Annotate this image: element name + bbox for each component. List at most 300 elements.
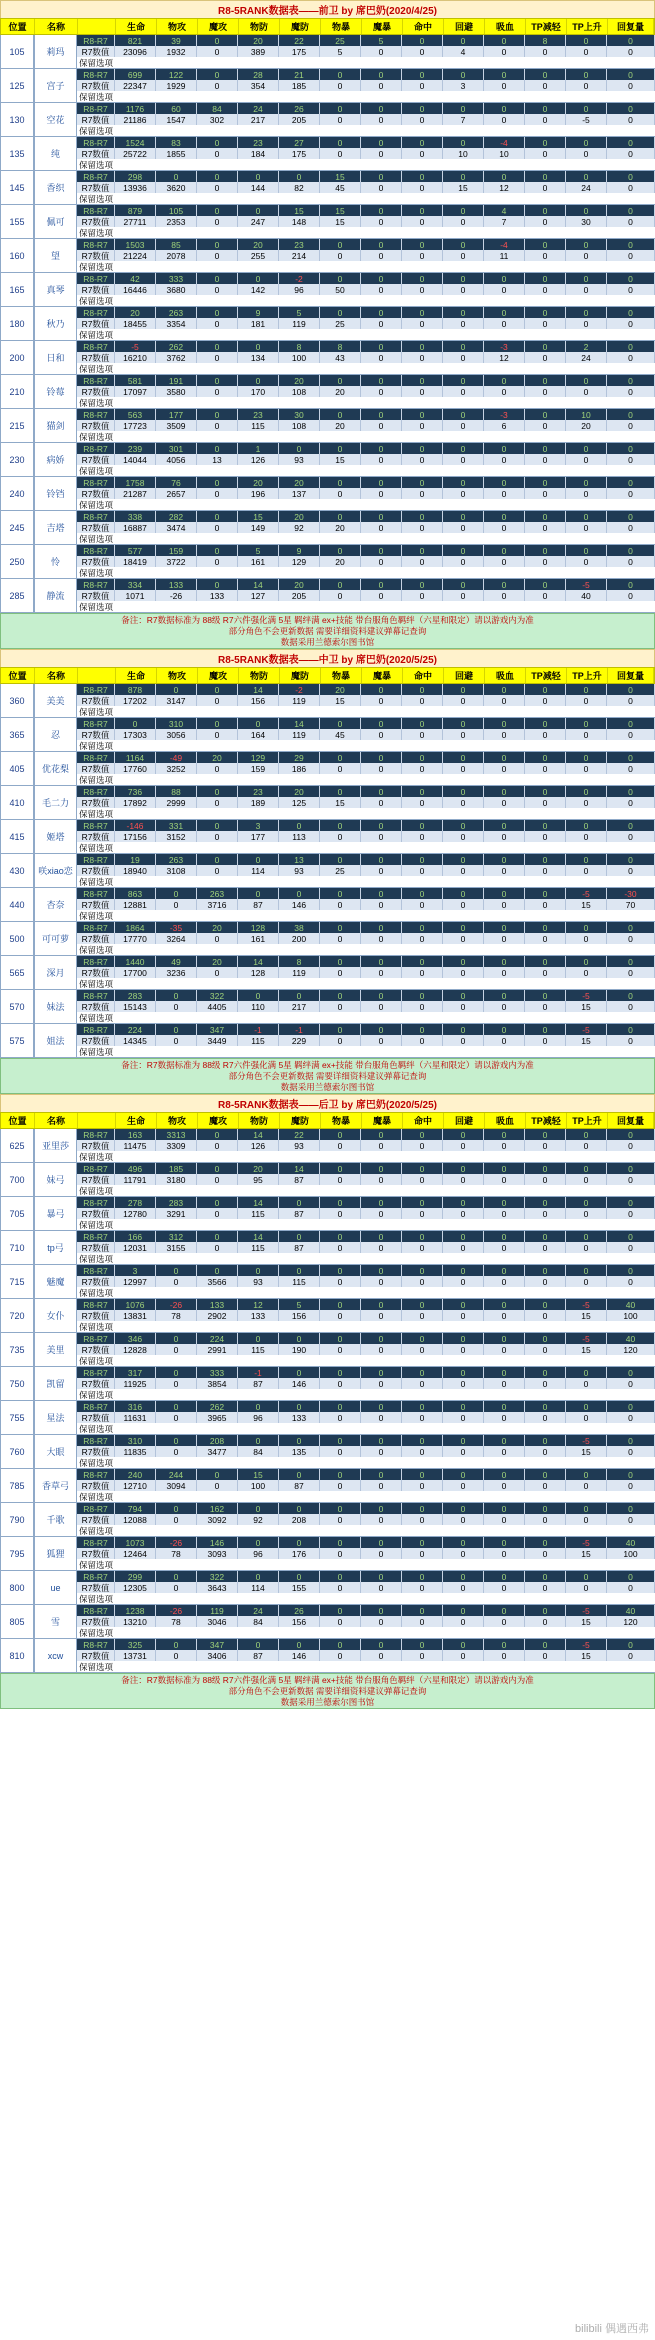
note-box — [0, 1673, 655, 1709]
value-cell: 0 — [361, 1480, 402, 1491]
unit-position: 245 — [0, 511, 34, 544]
value-cell: 15143 — [115, 1001, 156, 1012]
option-row — [77, 876, 655, 887]
value-cell: 3155 — [156, 1242, 197, 1253]
value-cell: 0 — [443, 420, 484, 431]
value-cell: 0 — [361, 114, 402, 125]
row-label: R7数值 — [77, 1001, 115, 1012]
option-row — [77, 978, 655, 989]
diff-cell: 0 — [607, 1571, 655, 1582]
value-cell: 0 — [607, 182, 655, 193]
value-cell: 0 — [197, 522, 238, 533]
diff-cell: 0 — [525, 239, 566, 250]
diff-cell: 84 — [197, 103, 238, 114]
diff-cell: 14 — [238, 956, 279, 967]
value-cell: 137 — [279, 488, 320, 499]
value-cell: 0 — [607, 1174, 655, 1185]
value-cell: 389 — [238, 46, 279, 57]
diff-cell: 0 — [484, 1265, 525, 1276]
value-cell: 25 — [320, 865, 361, 876]
diff-cell: 0 — [197, 579, 238, 590]
value-cell: 0 — [197, 1174, 238, 1185]
value-cell: 0 — [197, 1480, 238, 1491]
value-cell: 0 — [402, 318, 443, 329]
diff-cell: 0 — [197, 239, 238, 250]
diff-row — [77, 1163, 655, 1174]
header-row — [0, 1112, 655, 1129]
value-cell: 27711 — [115, 216, 156, 227]
unit-group — [0, 1367, 655, 1401]
unit-group — [0, 69, 655, 103]
diff-cell: 49 — [156, 956, 197, 967]
row-label: R7数值 — [77, 216, 115, 227]
value-cell: 0 — [525, 318, 566, 329]
row-label: 保留选项 — [79, 978, 114, 989]
option-row — [77, 774, 655, 785]
value-cell: 0 — [607, 933, 655, 944]
value-cell: 0 — [402, 590, 443, 601]
value-cell: 0 — [525, 1446, 566, 1457]
diff-cell: 0 — [320, 137, 361, 148]
value-cell: 0 — [525, 114, 566, 125]
value-cell: -5 — [566, 114, 607, 125]
diff-cell: 0 — [607, 990, 655, 1001]
value-cell: 205 — [279, 590, 320, 601]
value-cell: 3291 — [156, 1208, 197, 1219]
diff-cell: 0 — [443, 956, 484, 967]
value-cell: 13210 — [115, 1616, 156, 1627]
value-cell: 0 — [484, 1412, 525, 1423]
diff-cell: 0 — [443, 1435, 484, 1446]
row-label: 保留选项 — [79, 193, 114, 204]
value-cell: 3056 — [156, 729, 197, 740]
diff-cell: -4 — [484, 239, 525, 250]
diff-cell: 310 — [156, 718, 197, 729]
value-cell: 0 — [402, 1276, 443, 1287]
row-label: R7数值 — [77, 1412, 115, 1423]
diff-cell: 0 — [607, 545, 655, 556]
value-cell: 156 — [279, 1310, 320, 1321]
value-cell: 0 — [607, 556, 655, 567]
row-label: 保留选项 — [79, 1593, 114, 1604]
header-cell: TP减轻 — [526, 668, 567, 683]
diff-cell: 0 — [402, 1469, 443, 1480]
value-cell: 17760 — [115, 763, 156, 774]
value-cell: 0 — [320, 1514, 361, 1525]
value-cell: 22347 — [115, 80, 156, 91]
value-cell: 0 — [402, 865, 443, 876]
diff-cell: 0 — [525, 1129, 566, 1140]
value-cell: 1547 — [156, 114, 197, 125]
diff-row — [77, 922, 655, 933]
diff-cell: 0 — [566, 375, 607, 386]
diff-cell: 0 — [402, 1299, 443, 1310]
diff-cell: 0 — [361, 854, 402, 865]
value-cell: 0 — [402, 556, 443, 567]
unit-name: 姐法 — [34, 1024, 77, 1057]
diff-cell: 0 — [238, 1435, 279, 1446]
header-cell: TP减轻 — [526, 19, 567, 34]
unit-stats — [77, 922, 655, 955]
diff-cell: 0 — [320, 1231, 361, 1242]
unit-name: 妹法 — [34, 990, 77, 1023]
value-cell: 0 — [320, 1242, 361, 1253]
value-cell: 0 — [525, 1344, 566, 1355]
unit-stats — [77, 545, 655, 578]
unit-position: 415 — [0, 820, 34, 853]
value-cell: 0 — [566, 763, 607, 774]
diff-cell: 0 — [320, 1639, 361, 1650]
value-cell: 92 — [279, 522, 320, 533]
diff-cell: 0 — [525, 752, 566, 763]
value-cell: 0 — [566, 1582, 607, 1593]
diff-cell: 0 — [156, 990, 197, 1001]
diff-cell: 20 — [197, 922, 238, 933]
option-row — [77, 1525, 655, 1536]
row-label: R8-R7 — [77, 239, 115, 250]
value-cell: 0 — [320, 148, 361, 159]
unit-group — [0, 1024, 655, 1058]
row-label: 保留选项 — [79, 465, 114, 476]
unit-stats — [77, 1469, 655, 1502]
unit-position: 705 — [0, 1197, 34, 1230]
row-label: 保留选项 — [79, 567, 114, 578]
unit-stats — [77, 1231, 655, 1264]
value-cell: 15 — [566, 1650, 607, 1661]
value-row — [77, 1140, 655, 1151]
diff-cell: 13 — [279, 854, 320, 865]
value-cell: 3309 — [156, 1140, 197, 1151]
value-cell: 0 — [566, 386, 607, 397]
diff-cell: 0 — [443, 1163, 484, 1174]
diff-row — [77, 1503, 655, 1514]
value-row — [77, 148, 655, 159]
diff-cell: 0 — [443, 1299, 484, 1310]
unit-position: 210 — [0, 375, 34, 408]
unit-position: 165 — [0, 273, 34, 306]
diff-cell: 0 — [525, 341, 566, 352]
value-cell: 0 — [525, 1650, 566, 1661]
value-cell: 0 — [320, 80, 361, 91]
value-cell: 0 — [197, 182, 238, 193]
value-cell: 15 — [566, 1344, 607, 1355]
diff-cell: -30 — [607, 888, 655, 899]
diff-cell: 0 — [525, 409, 566, 420]
diff-cell: 162 — [197, 1503, 238, 1514]
diff-cell: 0 — [566, 103, 607, 114]
header-cell: 生命 — [116, 1113, 157, 1128]
value-cell: 1855 — [156, 148, 197, 159]
diff-cell: 347 — [197, 1639, 238, 1650]
diff-row — [77, 579, 655, 590]
unit-group — [0, 1197, 655, 1231]
value-cell: 0 — [156, 1582, 197, 1593]
diff-cell: 0 — [320, 1129, 361, 1140]
diff-cell: 0 — [484, 1333, 525, 1344]
header-cell: 生命 — [116, 19, 157, 34]
diff-cell: 0 — [361, 718, 402, 729]
diff-cell: 0 — [361, 1435, 402, 1446]
diff-cell: 0 — [525, 103, 566, 114]
diff-cell: 282 — [156, 511, 197, 522]
option-row — [77, 1559, 655, 1570]
unit-position: 155 — [0, 205, 34, 238]
unit-stats — [77, 239, 655, 272]
diff-cell: 0 — [525, 545, 566, 556]
row-label: 保留选项 — [79, 1321, 114, 1332]
value-cell: 185 — [279, 80, 320, 91]
value-cell: 3566 — [197, 1276, 238, 1287]
header-cell: 魔暴 — [362, 668, 403, 683]
value-cell: 0 — [566, 454, 607, 465]
value-cell: 0 — [361, 1001, 402, 1012]
diff-cell: 185 — [156, 1163, 197, 1174]
value-cell: 175 — [279, 148, 320, 159]
value-cell: 0 — [443, 216, 484, 227]
unit-stats — [77, 341, 655, 374]
diff-cell: 0 — [320, 1163, 361, 1174]
row-label: R7数值 — [77, 967, 115, 978]
row-label: R7数值 — [77, 454, 115, 465]
unit-position: 715 — [0, 1265, 34, 1298]
value-cell: 142 — [238, 284, 279, 295]
diff-cell: 0 — [238, 1571, 279, 1582]
value-cell: 13831 — [115, 1310, 156, 1321]
value-cell: 0 — [197, 1140, 238, 1151]
diff-cell: 0 — [197, 854, 238, 865]
diff-row — [77, 137, 655, 148]
unit-position: 440 — [0, 888, 34, 921]
diff-cell: 0 — [525, 1503, 566, 1514]
value-cell: 30 — [566, 216, 607, 227]
diff-cell: 10 — [566, 409, 607, 420]
row-label: R8-R7 — [77, 888, 115, 899]
diff-cell: 0 — [484, 1537, 525, 1548]
diff-cell: 8 — [320, 341, 361, 352]
value-cell: 0 — [566, 1242, 607, 1253]
value-row — [77, 1412, 655, 1423]
value-cell: 0 — [197, 46, 238, 57]
unit-name: 姬塔 — [34, 820, 77, 853]
value-row — [77, 865, 655, 876]
diff-cell: 0 — [197, 684, 238, 695]
diff-cell: 20 — [238, 239, 279, 250]
value-row — [77, 695, 655, 706]
diff-cell: 0 — [156, 684, 197, 695]
value-cell: 0 — [525, 1140, 566, 1151]
diff-cell: 0 — [402, 888, 443, 899]
unit-position: 250 — [0, 545, 34, 578]
diff-cell: 0 — [443, 375, 484, 386]
diff-cell: 0 — [484, 1024, 525, 1035]
option-row — [77, 706, 655, 717]
value-cell: 0 — [525, 899, 566, 910]
value-cell: 134 — [238, 352, 279, 363]
unit-group — [0, 1469, 655, 1503]
diff-cell: -5 — [566, 579, 607, 590]
unit-stats — [77, 1129, 655, 1162]
unit-group — [0, 718, 655, 752]
value-cell: 0 — [361, 899, 402, 910]
unit-stats — [77, 35, 655, 68]
diff-cell: -5 — [566, 1435, 607, 1446]
diff-cell: 0 — [402, 1197, 443, 1208]
diff-cell: 0 — [525, 137, 566, 148]
diff-cell: 0 — [402, 579, 443, 590]
value-cell: 2902 — [197, 1310, 238, 1321]
unit-stats — [77, 820, 655, 853]
value-cell: 0 — [443, 1242, 484, 1253]
value-cell: 3046 — [197, 1616, 238, 1627]
unit-stats — [77, 854, 655, 887]
unit-name: 静流 — [34, 579, 77, 612]
diff-cell: 0 — [402, 137, 443, 148]
unit-name: 猫剑 — [34, 409, 77, 442]
diff-cell: 0 — [156, 1639, 197, 1650]
value-cell: 93 — [279, 454, 320, 465]
diff-row — [77, 1197, 655, 1208]
value-cell: 190 — [279, 1344, 320, 1355]
diff-cell: 0 — [443, 1401, 484, 1412]
header-cell: 魔防 — [280, 1113, 321, 1128]
diff-cell: 0 — [402, 1571, 443, 1582]
unit-name: 深月 — [34, 956, 77, 989]
value-cell: 0 — [484, 1446, 525, 1457]
diff-cell: 0 — [197, 35, 238, 46]
diff-cell: -5 — [115, 341, 156, 352]
value-cell: 0 — [484, 1276, 525, 1287]
value-cell: 0 — [484, 488, 525, 499]
diff-cell: 239 — [115, 443, 156, 454]
diff-cell: 39 — [156, 35, 197, 46]
diff-cell: 26 — [279, 1605, 320, 1616]
value-cell: 108 — [279, 420, 320, 431]
value-cell: 0 — [443, 1208, 484, 1219]
row-label: 保留选项 — [79, 1423, 114, 1434]
diff-cell: -35 — [156, 922, 197, 933]
value-cell: 217 — [238, 114, 279, 125]
note-line: 部分角色不会更新数据 需要详细资料建议弹幕记查询 — [228, 625, 427, 636]
diff-cell: 0 — [484, 1367, 525, 1378]
value-row — [77, 1378, 655, 1389]
value-cell: 87 — [279, 1208, 320, 1219]
value-cell: 87 — [279, 1174, 320, 1185]
section-title: R8-5RANK数据表——中卫 by 席巴奶(2020/5/25) — [0, 649, 655, 667]
value-row — [77, 114, 655, 125]
value-cell: 2999 — [156, 797, 197, 808]
value-cell: 0 — [607, 1001, 655, 1012]
diff-cell: 0 — [361, 1469, 402, 1480]
unit-name: 暴弓 — [34, 1197, 77, 1230]
diff-cell: 0 — [566, 1367, 607, 1378]
header-cell: 生命 — [116, 668, 157, 683]
diff-row — [77, 752, 655, 763]
value-cell: 0 — [566, 148, 607, 159]
value-cell: 11925 — [115, 1378, 156, 1389]
row-label: 保留选项 — [79, 1355, 114, 1366]
diff-cell: 0 — [238, 1333, 279, 1344]
value-cell: 3264 — [156, 933, 197, 944]
unit-name: 铃莓 — [34, 375, 77, 408]
option-row — [77, 1151, 655, 1162]
diff-cell: 334 — [115, 579, 156, 590]
value-cell: 5 — [320, 46, 361, 57]
row-label: 保留选项 — [79, 57, 114, 68]
diff-cell: 0 — [402, 239, 443, 250]
diff-cell: 0 — [607, 35, 655, 46]
diff-cell: 0 — [320, 1401, 361, 1412]
note-box — [0, 1058, 655, 1094]
unit-stats — [77, 409, 655, 442]
value-cell: 170 — [238, 386, 279, 397]
header-cell: TP上升 — [567, 1113, 608, 1128]
value-cell: 0 — [484, 80, 525, 91]
watermark: bilibili 偶遇西弗 — [575, 2323, 649, 2335]
value-cell: 0 — [156, 1650, 197, 1661]
diff-cell: 0 — [402, 956, 443, 967]
header-cell: 物攻 — [157, 19, 198, 34]
diff-cell: 0 — [361, 69, 402, 80]
value-row — [77, 1650, 655, 1661]
diff-row — [77, 171, 655, 182]
diff-cell: 0 — [607, 1197, 655, 1208]
value-cell: 0 — [156, 1514, 197, 1525]
diff-cell: 0 — [566, 307, 607, 318]
value-row — [77, 352, 655, 363]
diff-cell: 0 — [607, 205, 655, 216]
value-cell: 0 — [484, 831, 525, 842]
value-cell: 0 — [566, 1378, 607, 1389]
diff-cell: 23 — [238, 409, 279, 420]
row-label: 保留选项 — [79, 876, 114, 887]
header-row — [0, 667, 655, 684]
diff-cell: 0 — [443, 307, 484, 318]
value-cell: 2078 — [156, 250, 197, 261]
row-label: 保留选项 — [79, 363, 114, 374]
unit-group — [0, 579, 655, 613]
unit-position: 145 — [0, 171, 34, 204]
diff-row — [77, 443, 655, 454]
value-cell: 0 — [566, 797, 607, 808]
value-cell: 115 — [238, 1208, 279, 1219]
value-cell: 0 — [607, 967, 655, 978]
diff-cell: 0 — [156, 888, 197, 899]
unit-stats — [77, 273, 655, 306]
unit-position: 805 — [0, 1605, 34, 1638]
diff-cell: 0 — [197, 786, 238, 797]
row-label: R7数值 — [77, 933, 115, 944]
value-cell: 4056 — [156, 454, 197, 465]
diff-cell: 0 — [443, 341, 484, 352]
diff-cell: 129 — [238, 752, 279, 763]
option-row — [77, 1287, 655, 1298]
value-cell: 12710 — [115, 1480, 156, 1491]
row-label: R7数值 — [77, 865, 115, 876]
diff-cell: 40 — [607, 1605, 655, 1616]
value-cell: 0 — [443, 590, 484, 601]
unit-group — [0, 375, 655, 409]
value-cell: 20 — [320, 420, 361, 431]
diff-row — [77, 684, 655, 695]
diff-cell: 0 — [566, 752, 607, 763]
diff-cell: 0 — [402, 786, 443, 797]
diff-cell: 263 — [156, 854, 197, 865]
diff-cell: 0 — [320, 1197, 361, 1208]
row-label: 保留选项 — [79, 1661, 114, 1672]
value-cell: 0 — [566, 556, 607, 567]
value-cell: 11475 — [115, 1140, 156, 1151]
value-cell: 2657 — [156, 488, 197, 499]
